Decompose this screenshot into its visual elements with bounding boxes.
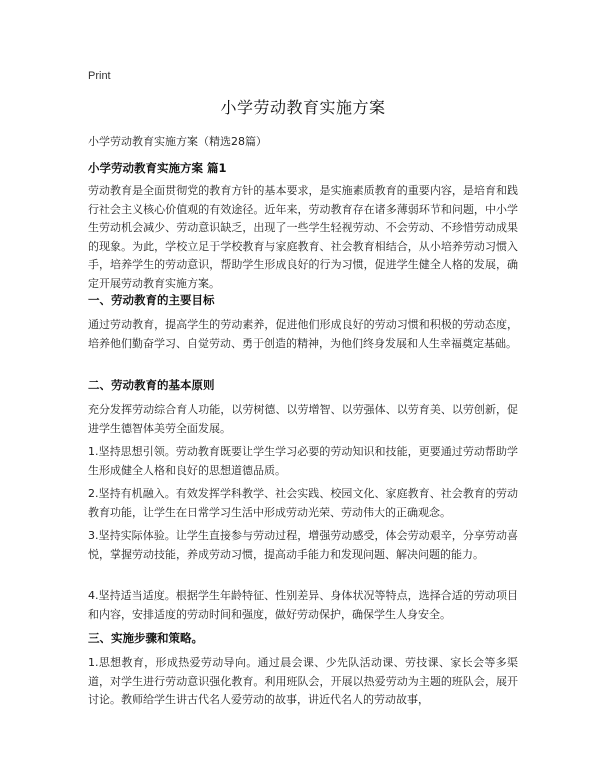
- print-link[interactable]: Print: [88, 70, 111, 82]
- principle-paragraph: 2.坚持有机融入。有效发挥学科教学、社会实践、校园文化、家庭教育、社会教育的劳动教育功能，让学生在日常学习生活中形成劳动光荣、劳动伟大的正确观念。: [88, 487, 518, 519]
- intro-paragraph: 劳动教育是全面贯彻党的教育方针的基本要求，是实施素质教育的重要内容，是培育和践行社会主义核心价值观的有效途径。近年来，劳动教育存在诸多薄弱环节和问题，中小学生劳动机会减少、劳动意识缺乏，出现了一些学生轻视劳动、不会劳动、不珍惜劳动成果的现象。为此，学校立足于学校教育与家庭教育、社会教育相结合，从小培养劳动习惯入手，培养学生的劳动意识，帮助学生形成良好的行为习惯，促进学生健全人格的发展，确定开展劳动教育实施方案。: [88, 184, 518, 290]
- section3-paragraph: 1.思想教育，形成热爱劳动导向。通过晨会课、少先队活动课、劳技课、家长会等多渠道，对学生进行劳动意识强化教育。利用班队会，开展以热爱劳动为主题的班队会，展开讨论。教师给学生讲古代名人爱劳动的故事，讲近代名人的劳动故事，: [88, 656, 518, 706]
- page-title: 小学劳动教育实施方案: [220, 98, 386, 117]
- section2-paragraph: 充分发挥劳动综合育人功能，以劳树德、以劳增智、以劳强体、以劳育美、以劳创新，促进学生德智体美劳全面发展。: [88, 403, 518, 435]
- part-title: 小学劳动教育实施方案 篇1: [88, 161, 227, 175]
- principle-paragraph: 1.坚持思想引领。劳动教育既要让学生学习必要的劳动知识和技能，更要通过劳动帮助学生形成健全人格和良好的思想道德品质。: [88, 445, 518, 477]
- section2-heading: 二、劳动教育的基本原则: [88, 378, 215, 392]
- section1-paragraph: 通过劳动教育，提高学生的劳动素养，促进他们形成良好的劳动习惯和积极的劳动态度，培养他们勤奋学习、自觉劳动、勇于创造的精神，为他们终身发展和人生幸福奠定基础。: [88, 318, 518, 350]
- principle-paragraph: 4.坚持适当适度。根据学生年龄特征、性别差异、身体状况等特点，选择合适的劳动项目和内容，安排适度的劳动时间和强度，做好劳动保护，确保学生人身安全。: [88, 589, 518, 621]
- section1-heading: 一、劳动教育的主要目标: [88, 293, 215, 307]
- section3-heading: 三、实施步骤和策略。: [88, 631, 203, 645]
- document-subtitle: 小学劳动教育实施方案（精选28篇）: [88, 135, 267, 148]
- principle-paragraph: 3.坚持实际体验。让学生直接参与劳动过程，增强劳动感受，体会劳动艰辛，分享劳动喜悦，掌握劳动技能，养成劳动习惯，提高动手能力和发现问题、解决问题的能力。: [88, 529, 518, 561]
